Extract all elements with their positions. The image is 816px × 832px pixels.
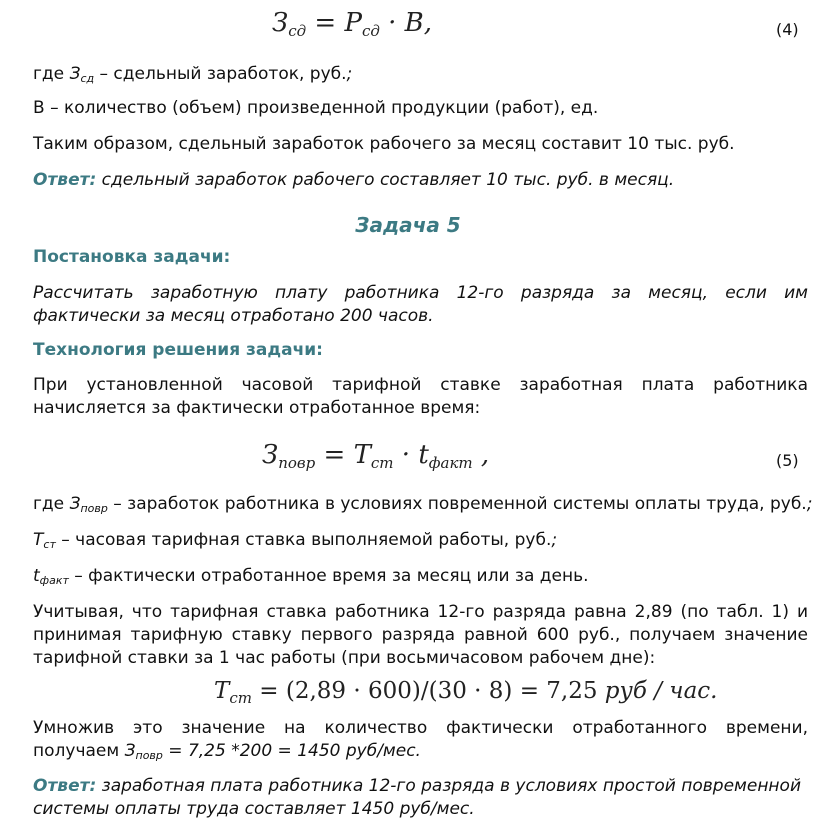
definition-semicolon: ; [806,494,813,514]
definition-symbol: З [69,494,81,514]
answer-text: заработная плата работника 12-го разряда в условиях простой повременной [96,776,801,796]
formula-symbol: t [418,440,429,470]
paragraph-expression: = 7,25 *200 = 1450 руб/мес. [162,741,421,761]
technology-heading: Технология решения задачи: [33,340,323,360]
paragraph-prefix: получаем [33,741,125,761]
answer-2-line-2: системы оплаты труда составляет 1450 руб/мес. [33,799,475,819]
formula-unit: руб / час. [604,678,718,704]
paragraph-2-line-2: начисляется за фактически отработанное время: [33,398,481,418]
formula-5-number: (5) [776,451,799,470]
definition-subscript: ст [43,538,56,551]
definition-tfakt [33,565,808,592]
answer-label: Ответ: [33,776,97,796]
paragraph-3-line-3: тарифной ставки за 1 час работы (при восьмичасовом рабочем дне): [33,648,656,668]
formula-subscript: сд [288,22,307,40]
formula-symbol: P [344,8,362,38]
formula-4-number: (4) [776,20,799,39]
definition-symbol: t [33,566,40,586]
statement-line-1: Рассчитать заработную плату работника 12-го разряда за месяц, если им [33,283,808,303]
definition-subscript: повр [80,502,108,515]
formula-dot: · [393,440,419,470]
definition-tst [33,529,808,556]
paragraph-3-line-1: Учитывая, что тарифная ставка работника 12-го разряда равна 2,89 (по табл. 1) и [33,602,808,622]
formula-equals: = [306,8,345,38]
formula-symbol: T [214,678,230,704]
paragraph-result: Таким образом, сдельный заработок рабочего за месяц составит 10 тыс. руб. [33,134,735,154]
definition-symbol: З [124,741,136,761]
formula-symbol: З [262,440,279,470]
definition-subscript: повр [135,749,163,762]
definition-prefix: где [33,64,70,84]
formula-symbol: З [272,8,289,38]
formula-body: = (2,89 · 600)/(30 · 8) = 7,25 [251,678,605,704]
answer-label: Ответ: [33,170,97,190]
paragraph-4-line-2 [33,740,808,767]
paragraph-4-line-1: Умножив это значение на количество фактически отработанного времени, [33,718,808,738]
definition-zsd [33,63,808,90]
definition-prefix: где [33,494,70,514]
task-title: Задача 5 [355,213,461,237]
formula-6 [214,678,717,707]
definition-symbol: З [69,64,81,84]
formula-subscript: cm [370,454,394,472]
definition-subscript: факт [39,574,69,587]
definition-symbol: Т [33,530,44,550]
definition-text: – фактически отработанное время за месяц или за день. [68,566,589,586]
formula-rest: · B, [379,8,433,38]
paragraph-3-line-2: принимая тарифную ставку первого разряда равной 600 руб., получаем значение [33,625,808,645]
formula-subscript: факт [428,454,473,472]
definition-subscript: сд [80,72,95,85]
formula-5 [262,440,489,472]
definition-zpovr [33,493,813,520]
statement-heading: Постановка задачи: [33,247,231,267]
paragraph-2-line-1: При установленной часовой тарифной ставке заработная плата работника [33,375,808,395]
answer-1 [33,169,808,192]
answer-text: сдельный заработок рабочего составляет 10 тыс. руб. в месяц. [96,170,675,190]
formula-symbol: T [353,440,371,470]
formula-4 [272,8,432,40]
definition-semicolon: ; [551,530,558,550]
formula-subscript: cm [229,689,252,707]
answer-2-line-1 [33,775,808,798]
definition-text: – часовая тарифная ставка выполняемой работы, руб. [55,530,552,550]
definition-text: – заработок работника в условиях повременной системы оплаты труда, руб. [107,494,807,514]
formula-subscript: повр [278,454,316,472]
formula-equals: = [315,440,354,470]
statement-line-2: фактически за месяц отработано 200 часов. [33,306,434,326]
definition-text: – сдельный заработок, руб. [94,64,347,84]
formula-subscript: сд [361,22,380,40]
definition-semicolon: ; [346,64,353,84]
definition-b: B – количество (объем) произведенной продукции (работ), ед. [33,98,599,118]
formula-comma: , [472,440,490,470]
